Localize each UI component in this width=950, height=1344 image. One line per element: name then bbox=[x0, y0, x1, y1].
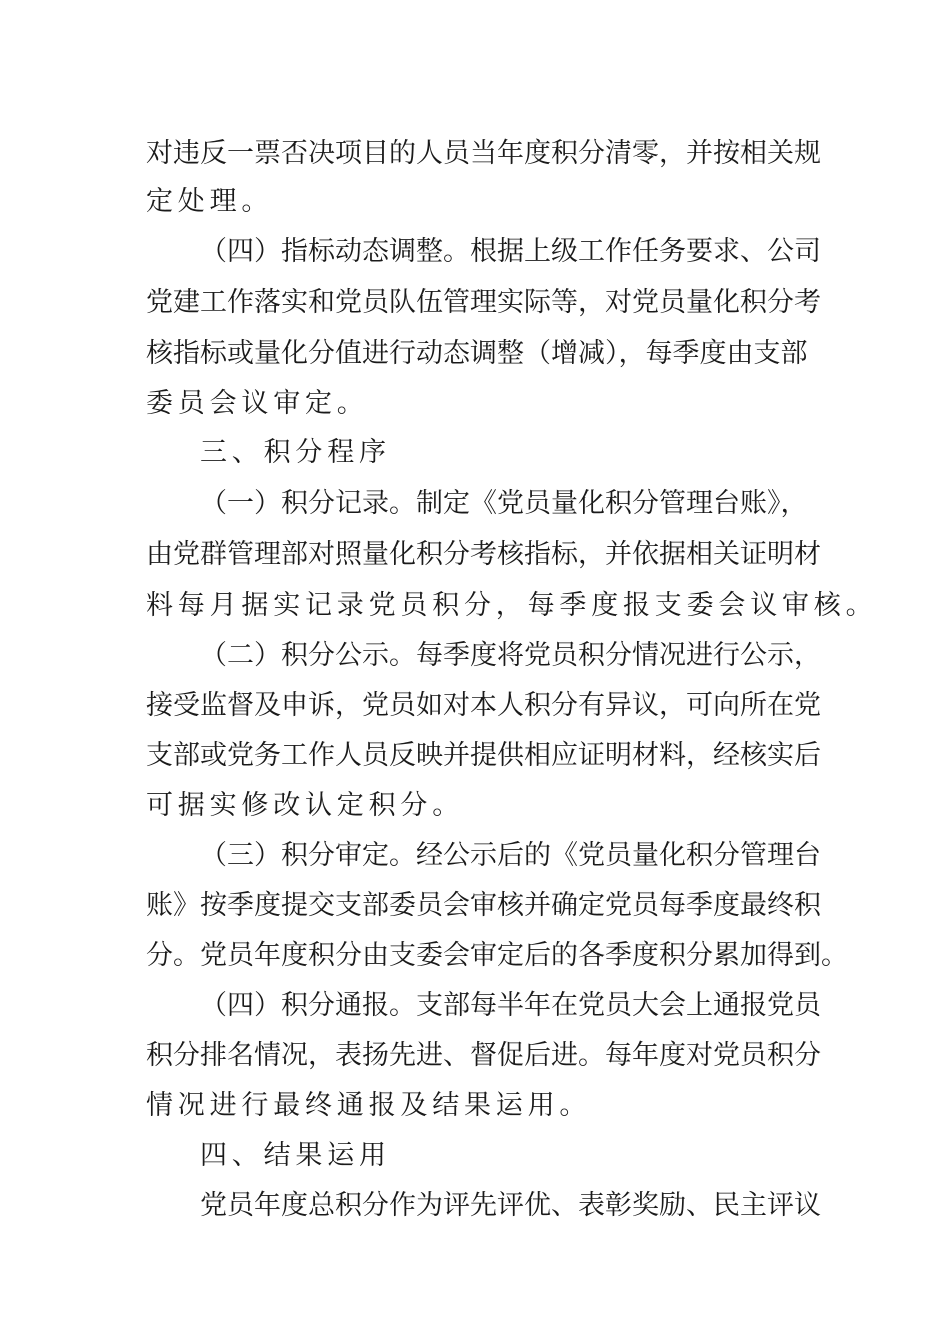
text-line: 党员年度总积分作为评先评优、表彰奖励、民主评议 bbox=[200, 1190, 821, 1221]
text-line: 党建工作落实和党员队伍管理实际等，对党员量化积分考 bbox=[146, 287, 821, 318]
text-line: 支部或党务工作人员反映并提供相应证明材料，经核实后 bbox=[146, 740, 821, 771]
text-line: 料每月据实记录党员积分，每季度报支委会议审核。 bbox=[146, 590, 878, 621]
text-line: 可据实修改认定积分。 bbox=[146, 790, 464, 821]
section-heading: 四、结果运用 bbox=[200, 1140, 391, 1171]
text-line: 分。党员年度积分由支委会审定后的各季度积分累加得到。 bbox=[146, 940, 848, 971]
text-line: 由党群管理部对照量化积分考核指标，并依据相关证明材 bbox=[146, 539, 821, 570]
text-line: （二）积分公示。每季度将党员积分情况进行公示， bbox=[200, 640, 821, 671]
text-line: 积分排名情况，表扬先进、督促后进。每年度对党员积分 bbox=[146, 1040, 821, 1071]
text-line: 核指标或量化分值进行动态调整（增减），每季度由支部 bbox=[146, 338, 808, 369]
text-line: （四）积分通报。支部每半年在党员大会上通报党员 bbox=[200, 990, 821, 1021]
text-line: 定处理。 bbox=[146, 186, 274, 217]
text-line: 对违反一票否决项目的人员当年度积分清零，并按相关规 bbox=[146, 138, 821, 169]
text-line: （三）积分审定。经公示后的《党员量化积分管理台 bbox=[200, 840, 821, 871]
text-line: （一）积分记录。制定《党员量化积分管理台账》， bbox=[200, 488, 808, 519]
text-line: 接受监督及申诉，党员如对本人积分有异议，可向所在党 bbox=[146, 690, 821, 721]
text-line: 账》按季度提交支部委员会审核并确定党员每季度最终积 bbox=[146, 890, 821, 921]
text-line: （四）指标动态调整。根据上级工作任务要求、公司 bbox=[200, 236, 821, 267]
section-heading: 三、积分程序 bbox=[200, 437, 391, 468]
text-line: 委员会议审定。 bbox=[146, 388, 369, 419]
text-line: 情况进行最终通报及结果运用。 bbox=[146, 1090, 592, 1121]
